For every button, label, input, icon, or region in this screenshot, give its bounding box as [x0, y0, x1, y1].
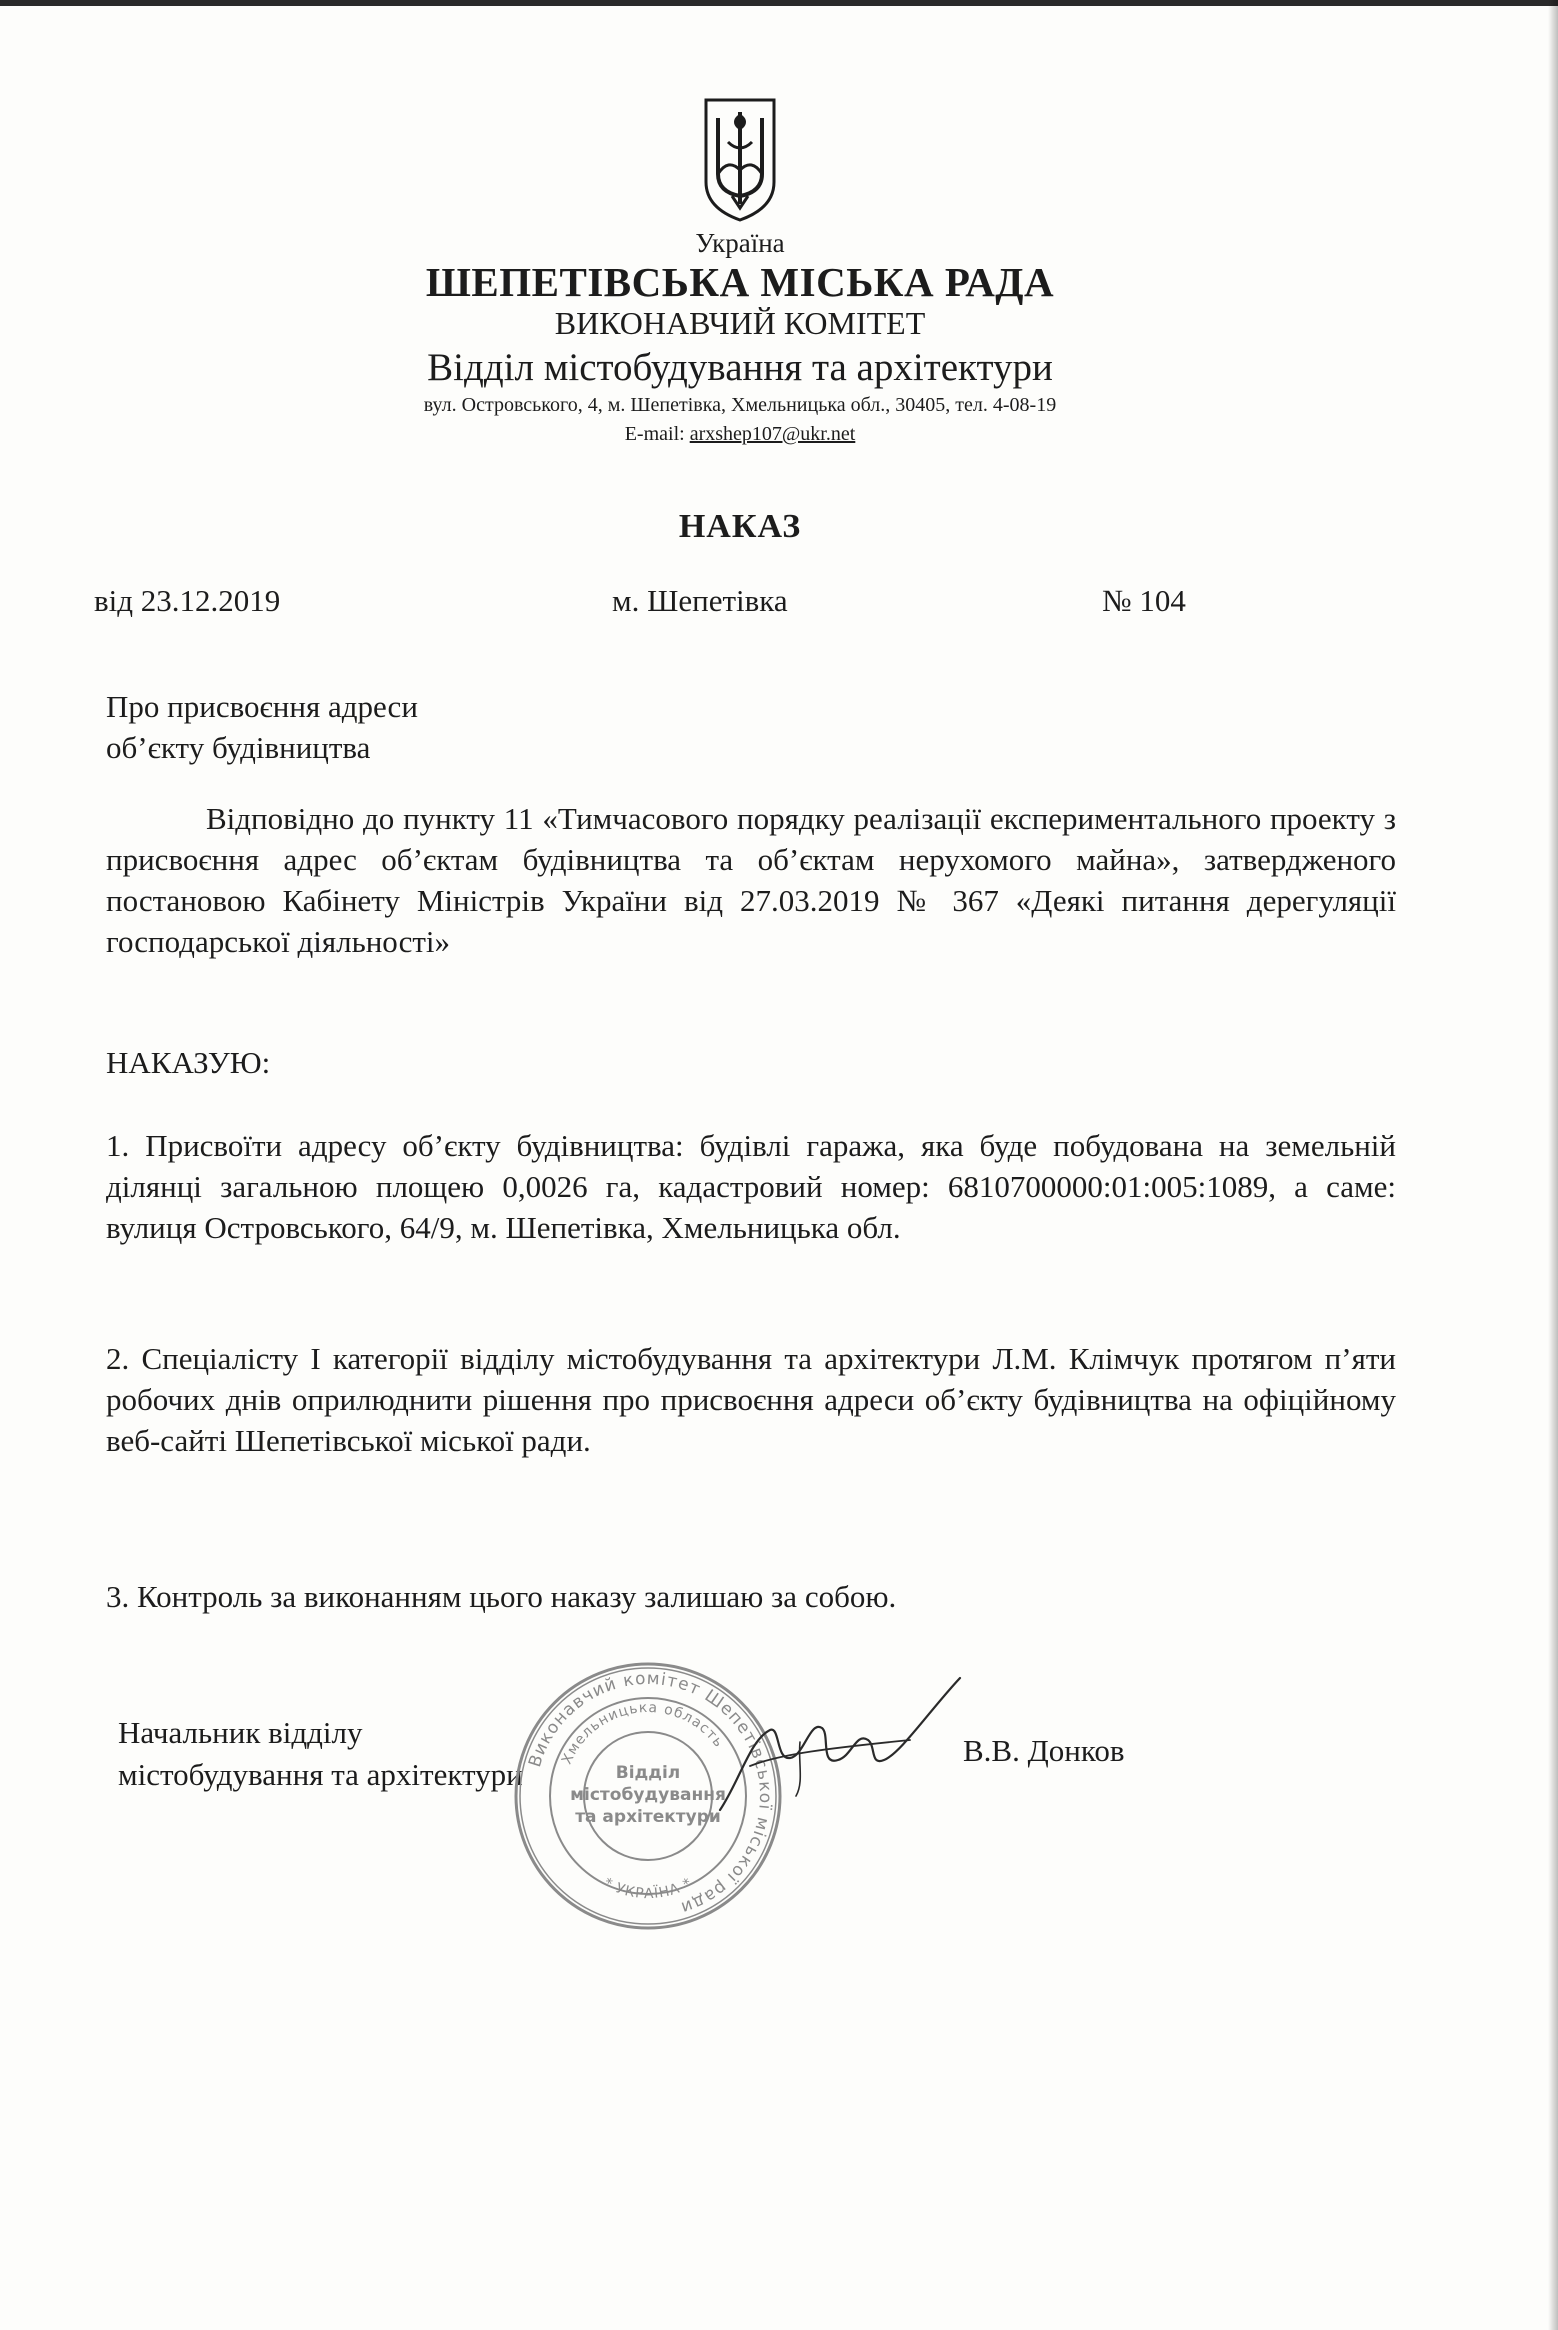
stamp-center-line: містобудування	[570, 1785, 726, 1805]
document-subject	[106, 686, 1396, 768]
document-number: № 104	[1102, 583, 1186, 618]
header-department: Відділ містобудування та архітектури	[427, 346, 1053, 389]
subject-line: Про присвоєння адреси	[106, 689, 418, 724]
document-date: від 23.12.2019	[94, 583, 281, 618]
coat-of-arms-icon	[702, 96, 778, 224]
email-label: E-mail:	[624, 423, 690, 445]
scan-top-edge	[0, 0, 1558, 6]
header-committee: ВИКОНАВЧИЙ КОМІТЕТ	[554, 305, 926, 341]
signatory-name: В.В. Донков	[963, 1733, 1125, 1768]
header-address: вул. Островського, 4, м. Шепетівка, Хмельницька обл., 30405, тел. 4-08-19	[423, 394, 1057, 416]
stamp-inner-text: Хмельницька область	[558, 1699, 727, 1767]
header-council: ШЕПЕТІВСЬКА МІСЬКА РАДА	[425, 259, 1055, 305]
scan-right-edge	[1548, 0, 1558, 2330]
email-link[interactable]: arxshep107@ukr.net	[689, 423, 856, 445]
stamp-outer-text: Виконавчий комітет Шепетівської міської ради	[525, 1668, 776, 1918]
order-item-3: 3. Контроль за виконанням цього наказу залишаю за собою.	[106, 1579, 897, 1614]
position-line: Начальник відділу	[118, 1715, 363, 1750]
signatory-position	[118, 1712, 523, 1796]
header-country: Україна	[695, 228, 785, 258]
order-word: НАКАЗУЮ:	[106, 1045, 271, 1080]
order-item-1: 1. Присвоїти адресу об’єкту будівництва: будівлі гаража, яка буде побудована на земельній ділянці загальною площею 0,0026 га, кадастровий номер: 6810700000:01:005:1089, а саме: вулиця Островського, 64/9, м. Шепетівка, Хмельницька обл.	[106, 1128, 1396, 1245]
preamble-paragraph: Відповідно до пункту 11 «Тимчасового порядку реалізації експериментального проекту з присвоєння адрес об’єктам будівництва та об’єктам нерухомого майна», затвердженого постановою Кабінету Міністрів України від 27.03.2019 № 367 «Деякі питання дерегуляції господарської діяльності»	[106, 801, 1396, 959]
stamp-bottom-text: * УКРАЇНА *	[600, 1875, 696, 1903]
handwritten-signature	[680, 1670, 970, 1820]
document-place: м. Шепетівка	[612, 583, 788, 618]
position-line: містобудування та архітектури	[118, 1757, 523, 1792]
stamp-center-line: та архітектури	[575, 1807, 721, 1827]
header-email-line	[0, 423, 1480, 446]
document-title: НАКАЗ	[678, 508, 802, 545]
subject-line: об’єкту будівництва	[106, 730, 371, 765]
order-item-2: 2. Спеціалісту І категорії відділу містобудування та архітектури Л.М. Клімчук протягом п’яти робочих днів оприлюднити рішення про присвоєння адреси об’єкту будівництва на офіційному веб-сайті Шепетівської міської ради.	[106, 1341, 1396, 1458]
stamp-center-line: Відділ	[615, 1763, 681, 1783]
